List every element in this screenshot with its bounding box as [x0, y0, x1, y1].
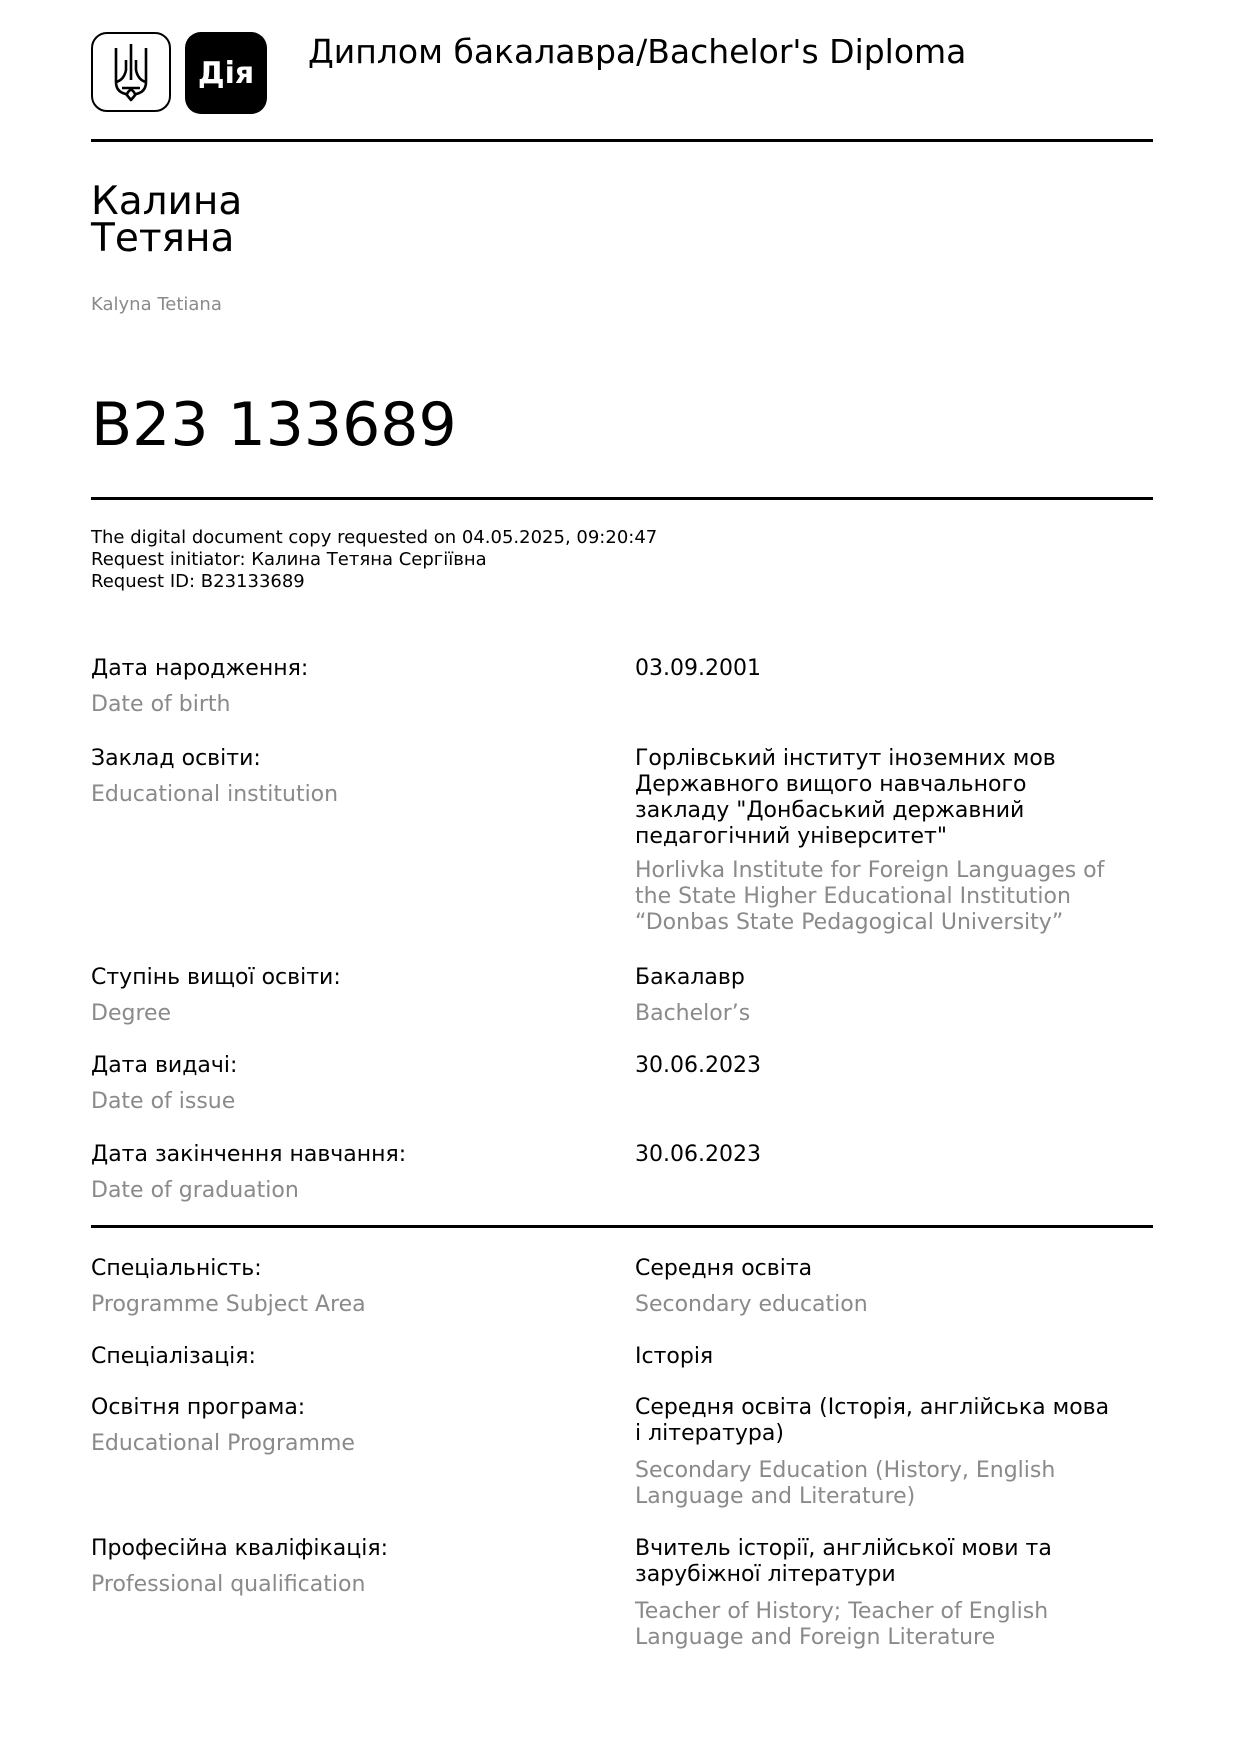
field-label: Спеціалізація: [91, 1344, 256, 1369]
field-value: Історія [635, 1344, 714, 1369]
value-line: закладу "Донбаський державний [635, 798, 1025, 823]
value-line: the State Higher Educational Institution [635, 884, 1071, 909]
field-value: 03.09.2001 [635, 656, 761, 681]
field-label: Заклад освіти: [91, 746, 261, 771]
value-line: Teacher of History; Teacher of English [635, 1599, 1049, 1624]
field-value: Бакалавр [635, 965, 745, 990]
field-label-en: Professional qualification [91, 1572, 366, 1597]
value-line: Середня освіта (Історія, англійська мова [635, 1395, 1110, 1420]
value-line: Language and Foreign Literature [635, 1625, 996, 1650]
field-value: 30.06.2023 [635, 1053, 761, 1078]
field-label: Дата народження: [91, 656, 309, 681]
field-value: 30.06.2023 [635, 1142, 761, 1167]
document-number: B23 133689 [91, 390, 457, 460]
diia-logo [185, 32, 267, 114]
request-info [91, 527, 657, 593]
value-line: Горлівський інститут іноземних мов [635, 746, 1056, 771]
field-label: Освітня програма: [91, 1395, 306, 1420]
field-value-en: Bachelor’s [635, 1001, 751, 1026]
field-label: Професійна кваліфікація: [91, 1536, 389, 1561]
divider [91, 1225, 1153, 1228]
value-line: “Donbas State Pedagogical University” [635, 910, 1064, 935]
holder-latin-name: Kalyna Tetiana [91, 294, 222, 315]
field-label-en: Date of birth [91, 692, 231, 717]
field-value-en [635, 1458, 1155, 1510]
request-id: Request ID: B23133689 [91, 571, 305, 592]
field-label-en: Date of issue [91, 1089, 236, 1114]
field-value: Середня освіта [635, 1256, 813, 1281]
field-label: Дата закінчення навчання: [91, 1142, 407, 1167]
trident-icon [91, 32, 171, 112]
document-title: Диплом бакалавра/Bachelor's Diploma [308, 32, 967, 71]
field-label-en: Programme Subject Area [91, 1292, 366, 1317]
field-label-en: Educational institution [91, 782, 339, 807]
field-label: Ступінь вищої освіти: [91, 965, 341, 990]
holder-given-name: Тетяна [91, 216, 235, 261]
value-line: Вчитель історії, англійської мови та [635, 1536, 1052, 1561]
field-label: Спеціальність: [91, 1256, 262, 1281]
field-label-en: Educational Programme [91, 1431, 355, 1456]
diia-logo-text: Дія [197, 55, 255, 91]
field-label-en: Degree [91, 1001, 172, 1026]
value-line: Language and Literature) [635, 1484, 916, 1509]
value-line: зарубіжної літератури [635, 1562, 896, 1587]
value-line: Secondary Education (History, English [635, 1458, 1056, 1483]
field-value [635, 1536, 1155, 1588]
request-initiator: Request initiator: Калина Тетяна Сергіївна [91, 549, 487, 570]
logo-group [91, 32, 267, 114]
value-line: Державного вищого навчального [635, 772, 1027, 797]
value-line: педагогічний університет" [635, 824, 947, 849]
field-label: Дата видачі: [91, 1053, 238, 1078]
field-value [635, 1395, 1155, 1447]
holder-surname: Калина [91, 179, 243, 224]
divider [91, 497, 1153, 500]
request-date: The digital document copy requested on 04.05.2025, 09:20:47 [91, 527, 658, 548]
value-line: Horlivka Institute for Foreign Languages of [635, 858, 1105, 883]
value-line: і література) [635, 1421, 784, 1446]
field-value-en [635, 1599, 1155, 1651]
field-value-en: Secondary education [635, 1292, 868, 1317]
field-value [635, 746, 1155, 850]
field-value-en [635, 858, 1155, 936]
divider [91, 139, 1153, 142]
field-label-en: Date of graduation [91, 1178, 299, 1203]
